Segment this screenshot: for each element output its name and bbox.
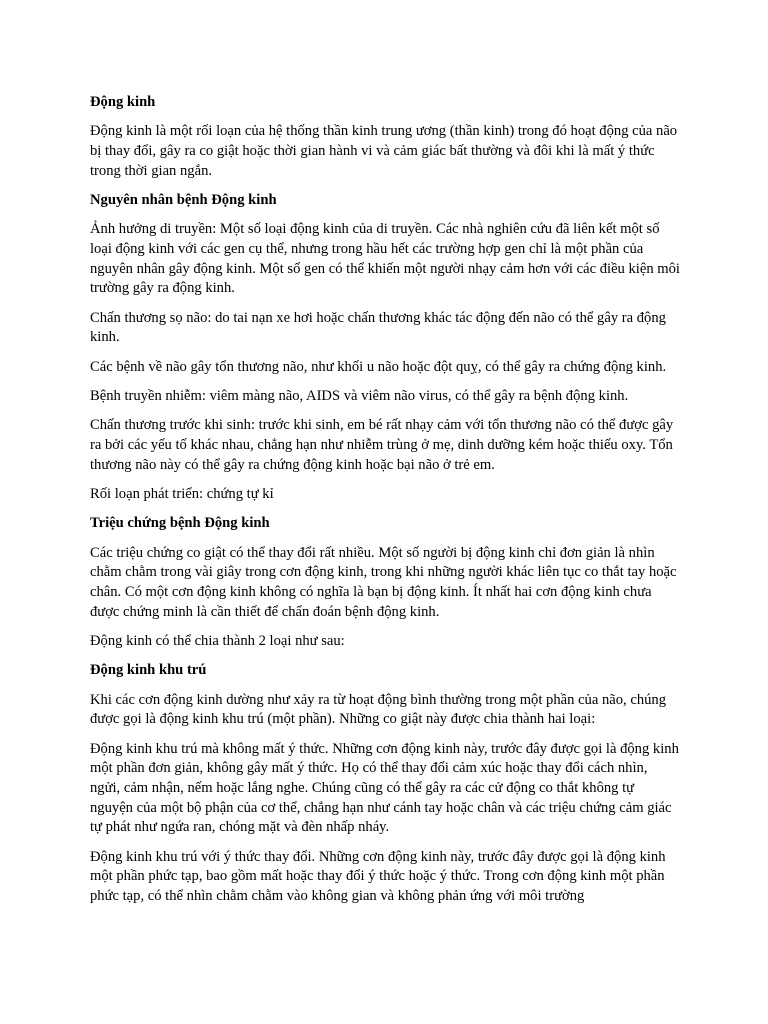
- paragraph: Động kinh là một rối loạn của hệ thống thần kinh trung ương (thần kinh) trong đó hoạt động của não bị thay đổi, gây ra co giật hoặc thời gian hành vi và cảm giác bất thường và đôi khi là mất ý thức trong thời gian ngắn.: [90, 123, 678, 179]
- section-heading: Động kinh: [90, 94, 156, 110]
- paragraph: Các triệu chứng co giật có thể thay đổi rất nhiều. Một số người bị động kinh chỉ đơn giản là nhìn chằm chằm trong vài giây trong cơn động kinh, trong khi những người khác liên tục co thắt tay hoặc chân. Có một cơn động kinh không có nghĩa là bạn bị động kinh. Ít nhất hai cơn động kinh chưa được chứng minh là cần thiết để chẩn đoán bệnh động kinh.: [90, 544, 677, 620]
- paragraph: Chấn thương sọ não: do tai nạn xe hơi hoặc chấn thương khác tác động đến não có thể gây ra động kinh.: [90, 309, 666, 346]
- paragraph: Chấn thương trước khi sinh: trước khi sinh, em bé rất nhạy cảm với tổn thương não có thể được gây ra bởi các yếu tố khác nhau, chẳng hạn như nhiễm trùng ở mẹ, dinh dưỡng kém hoặc thiếu oxy. Tổn thương não này có thể gây ra chứng động kinh hoặc bại não ở trẻ em.: [90, 417, 674, 473]
- section-heading: Nguyên nhân bệnh Động kinh: [90, 192, 277, 208]
- paragraph: Động kinh khu trú mà không mất ý thức. Những cơn động kinh này, trước đây được gọi là động kinh một phần đơn giản, không gây mất ý thức. Họ có thể thay đổi cảm xúc hoặc thay đổi cách nhìn, ngửi, cảm nhận, nếm hoặc lắng nghe. Chúng cũng có thể gây ra các cử động co thắt không tự nguyện của một bộ phận của cơ thể, chẳng hạn như cánh tay hoặc chân và các triệu chứng cảm giác tự phát như ngứa ran, chóng mặt và đèn nhấp nháy.: [90, 740, 679, 836]
- paragraph: Động kinh khu trú với ý thức thay đổi. Những cơn động kinh này, trước đây được gọi là động kinh một phần phức tạp, bao gồm mất hoặc thay đổi ý thức hoặc ý thức. Trong cơn động kinh một phần phức tạp, có thể nhìn chằm chằm vào không gian và không phản ứng với môi trường: [90, 848, 666, 905]
- paragraph: Bệnh truyền nhiễm: viêm màng não, AIDS và viêm não virus, có thể gây ra bệnh động kinh.: [90, 388, 629, 404]
- paragraph: Các bệnh về não gây tổn thương não, như khối u não hoặc đột quỵ, có thể gây ra chứng động kinh.: [90, 358, 667, 375]
- paragraph: Ảnh hưởng di truyền: Một số loại động kinh của di truyền. Các nhà nghiên cứu đã liên kết một số loại động kinh với các gen cụ thể, nhưng trong hầu hết các trường hợp gen chỉ là một phần của nguyên nhân gây động kinh. Một số gen có thể khiến một người nhạy cảm hơn với các điều kiện môi trường gây ra động kinh.: [90, 221, 680, 297]
- paragraph: Khi các cơn động kinh dường như xảy ra từ hoạt động bình thường trong một phần của não, chúng được gọi là động kinh khu trú (một phần). Những co giật này được chia thành hai loại:: [90, 691, 667, 728]
- paragraph: Rối loạn phát triển: chứng tự kỉ: [90, 486, 274, 502]
- paragraph: Động kinh có thể chia thành 2 loại như sau:: [90, 633, 345, 649]
- section-heading: Động kinh khu trú: [90, 662, 207, 679]
- section-heading: Triệu chứng bệnh Động kinh: [90, 515, 270, 532]
